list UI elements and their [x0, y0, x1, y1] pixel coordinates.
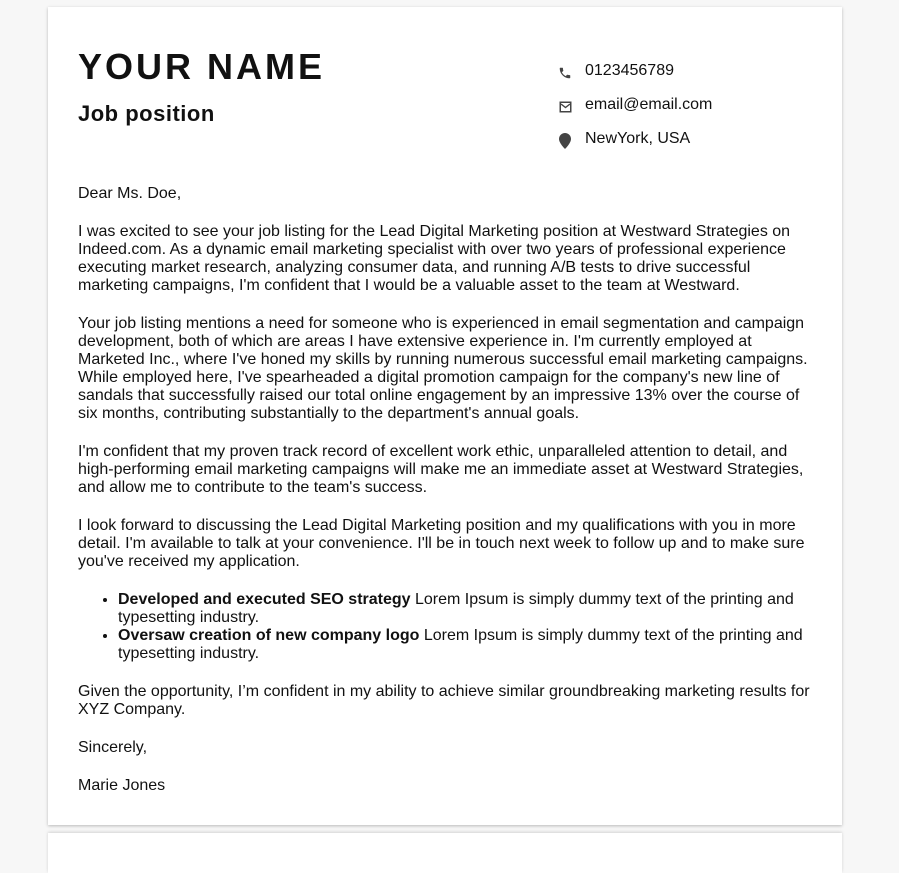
closing-paragraph: Given the opportunity, I’m confident in my ability to achieve similar groundbreaking marketing results for XYZ Company. — [78, 683, 810, 718]
paragraph: I look forward to discussing the Lead Digital Marketing position and my qualifications with you in more detail. I'm available to talk at your convenience. I'll be in touch next week to follow up and to make sure you've received my application. — [78, 517, 805, 570]
contact-location — [556, 128, 712, 162]
list-item-title: Developed and executed SEO strategy — [118, 591, 411, 608]
email-text: email@email.com — [585, 96, 713, 113]
sign-off: Sincerely, — [78, 739, 148, 756]
letter-page — [48, 7, 842, 825]
phone-icon — [556, 64, 574, 82]
contact-phone — [556, 60, 712, 94]
list-item-text: Lorem Ipsum is simply dummy text of the printing and typesetting industry. — [118, 591, 794, 626]
list-item-text: Lorem Ipsum is simply dummy text of the printing and typesetting industry. — [118, 627, 803, 662]
phone-text: 0123456789 — [585, 62, 674, 79]
list-item — [118, 627, 818, 663]
mail-icon — [556, 98, 574, 116]
list-item — [118, 591, 818, 627]
job-position: Job position — [78, 101, 215, 126]
contact-email — [556, 94, 712, 128]
paragraph: Your job listing mentions a need for someone who is experienced in email segmentation and campaign development, both of which are areas I have extensive experience in. I'm currently employed at Marketed Inc., where I've honed my skills by running numerous successful email marketing campaigns. While employed here, I've spearheaded a digital promotion campaign for the company's new line of sandals that successfully raised our total online engagement by an impressive 13% over the course of six months, contributing substantially to the department's annual goals. — [78, 315, 808, 422]
paragraph: I was excited to see your job listing for the Lead Digital Marketing position at Westward Strategies on Indeed.com. As a dynamic email marketing specialist with over two years of professional experience executing market research, analyzing consumer data, and running A/B tests to drive successful marketing campaigns, I'm confident that I would be a valuable asset to the team at Westward. — [78, 223, 791, 294]
greeting: Dear Ms. Doe, — [78, 185, 182, 202]
location-pin-icon — [556, 132, 574, 150]
signature: Marie Jones — [78, 777, 166, 794]
paragraph: I'm confident that my proven track record of excellent work ethic, unparalleled attention to detail, and high-performing email marketing campaigns will make me an immediate asset at Westward Strategies, and allow me to contribute to the team's success. — [78, 443, 804, 496]
list-item-title: Oversaw creation of new company logo — [118, 627, 420, 644]
achievement-list — [78, 591, 818, 663]
next-page — [48, 833, 842, 873]
applicant-name: YOUR NAME — [78, 46, 326, 87]
contact-block — [556, 60, 712, 162]
letter-body — [78, 185, 818, 815]
location-text: NewYork, USA — [585, 130, 691, 147]
